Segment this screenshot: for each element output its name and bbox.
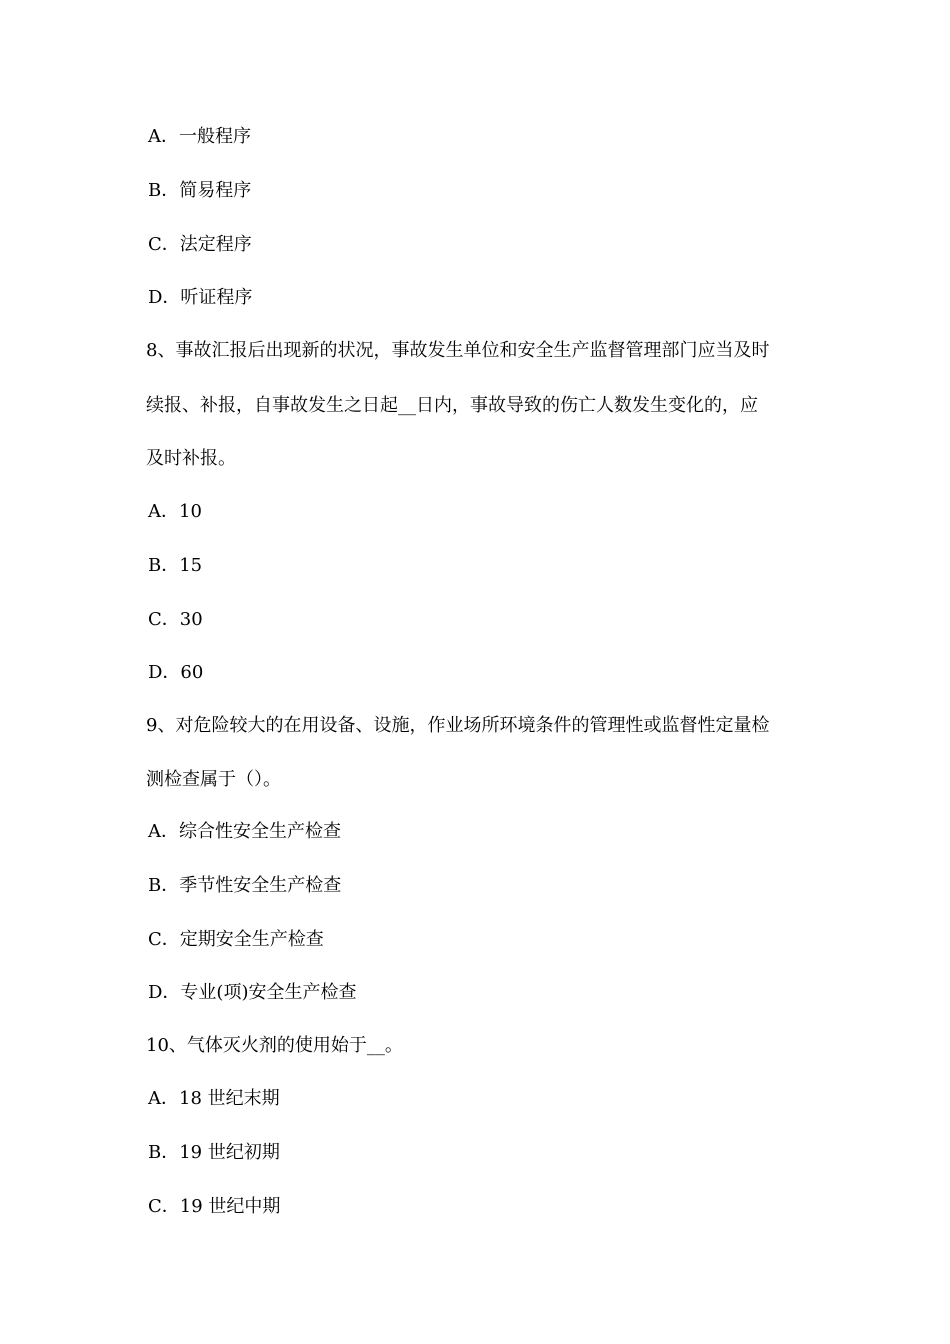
question-10-option-a: A．18 世纪末期: [148, 1088, 280, 1109]
question-10-line-1: 10、气体灭火剂的使用始于__。: [146, 1035, 403, 1056]
question-8-line-1: 8、事故汇报后出现新的状况，事故发生单位和安全生产监督管理部门应当及时: [146, 340, 770, 361]
question-8-option-a: A．10: [148, 501, 202, 522]
question-8-option-b: B．15: [148, 555, 203, 576]
question-8-line-2: 续报、补报，自事故发生之日起__日内，事故导致的伤亡人数发生变化的，应: [146, 395, 758, 416]
question-9-line-2: 测检查属于（）。: [146, 769, 281, 790]
question-8-option-c: C．30: [148, 609, 203, 630]
question-9-option-b: B．季节性安全生产检查: [148, 875, 342, 896]
question-9-option-a: A．综合性安全生产检查: [148, 821, 341, 842]
option-d: D．听证程序: [148, 287, 253, 308]
option-b: B．简易程序: [148, 180, 252, 201]
question-10-option-c: C．19 世纪中期: [148, 1196, 281, 1217]
option-c: C．法定程序: [148, 234, 252, 255]
question-8-line-3: 及时补报。: [146, 448, 236, 469]
question-9-option-c: C．定期安全生产检查: [148, 929, 324, 950]
question-10-option-b: B．19 世纪初期: [148, 1142, 280, 1163]
question-8-option-d: D．60: [148, 662, 204, 683]
question-9-line-1: 9、对危险较大的在用设备、设施，作业场所环境条件的管理性或监督性定量检: [146, 715, 770, 736]
question-9-option-d: D．专业(项)安全生产检查: [148, 982, 357, 1003]
option-a: A．一般程序: [148, 126, 251, 147]
